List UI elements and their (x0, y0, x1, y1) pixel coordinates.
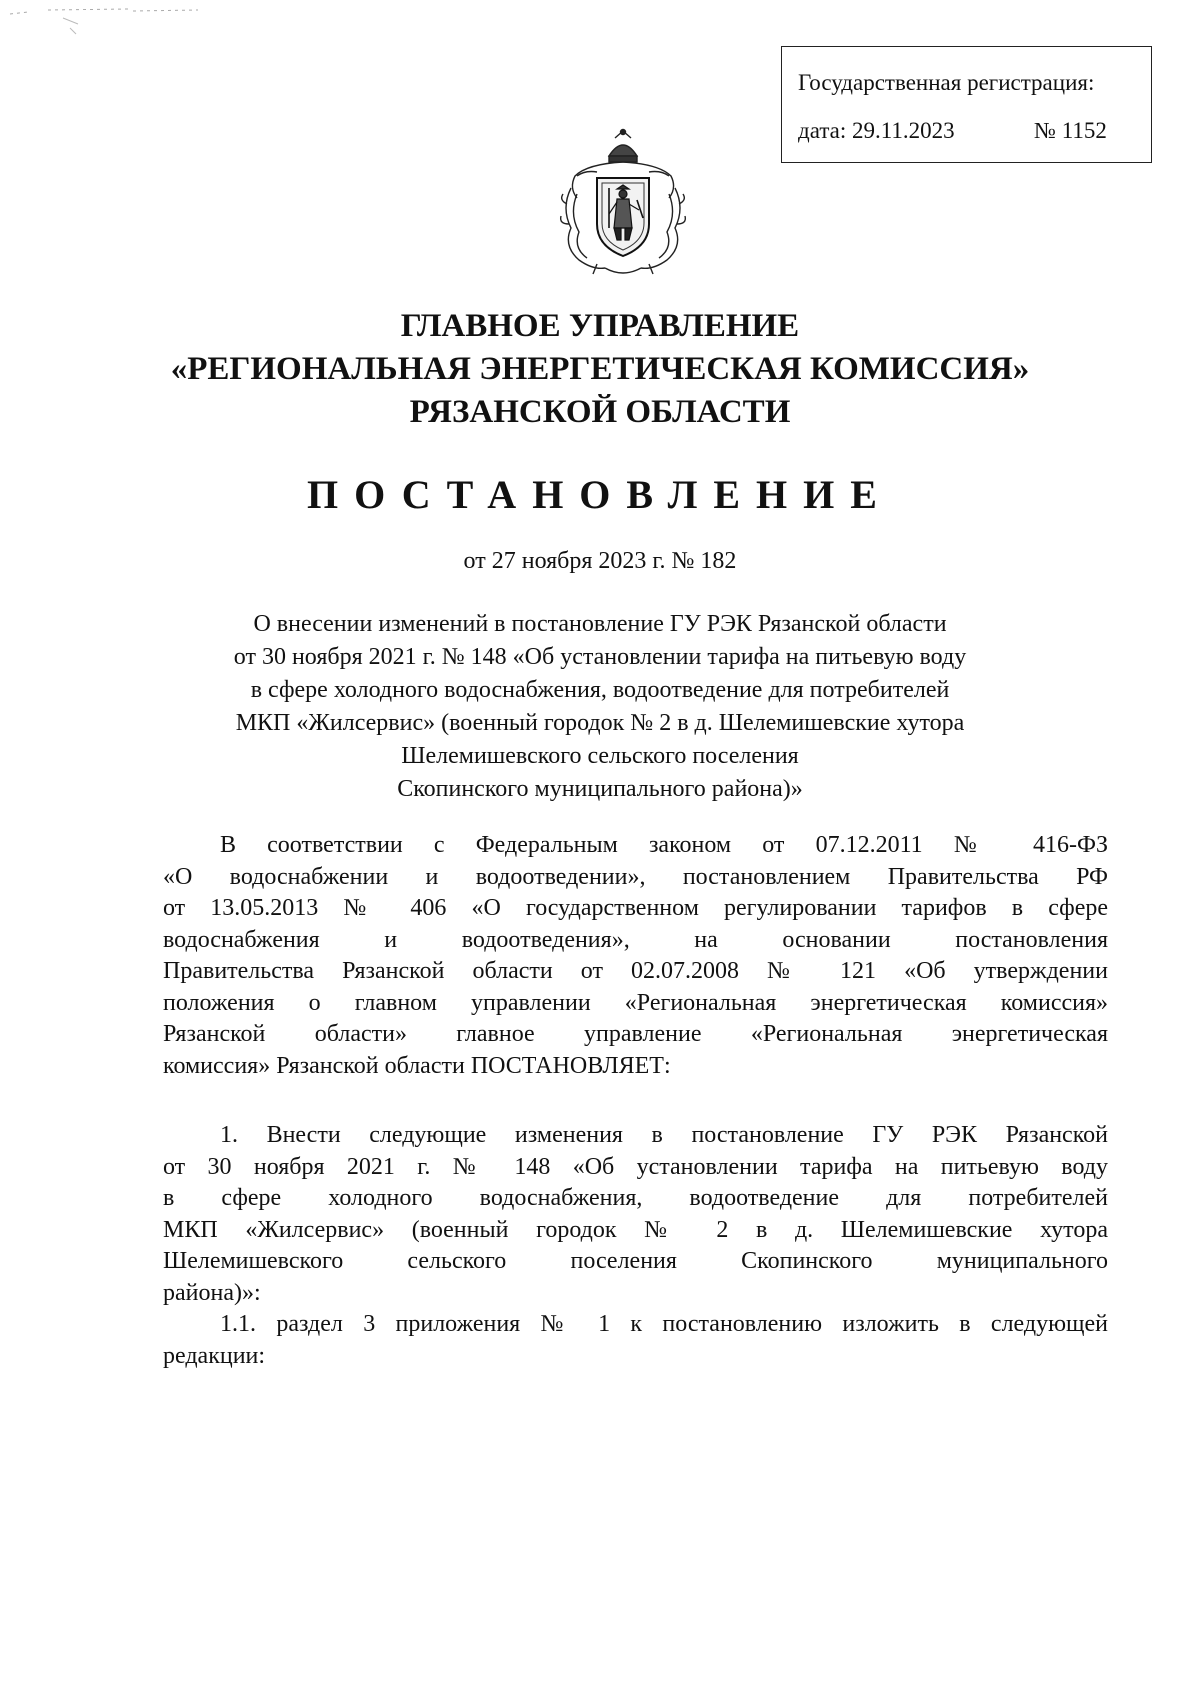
document-subject (100, 608, 1100, 806)
item-1-line: от 30 ноября 2021 г. № 148 «Об установлении тарифа на питьевую воду (163, 1153, 1108, 1180)
preamble-line: В соответствии с Федеральным законом от 07.12.2011 № 416-ФЗ (220, 832, 1108, 858)
item-1-line: 1. Внести следующие изменения в постановление ГУ РЭК Рязанской (220, 1122, 1108, 1148)
preamble-line: положения о главном управлении «Региональная энергетическая комиссия» (163, 989, 1108, 1016)
ryazan-coat-of-arms-emblem (557, 128, 689, 278)
item-1-line: в сфере холодного водоснабжения, водоотведение для потребителей (163, 1185, 1108, 1211)
subject-line: Шелемишевского сельского поселения (401, 743, 799, 769)
subject-line: от 30 ноября 2021 г. № 148 «Об установлении тарифа на питьевую воду (233, 644, 967, 670)
subject-line: О внесении изменений в постановление ГУ РЭК Рязанской области (253, 611, 947, 637)
subject-line: Скопинского муниципального района)» (397, 776, 803, 802)
registration-number: № 1152 (1034, 118, 1107, 143)
item-1-1-paragraph (163, 1309, 1108, 1372)
preamble-line: водоснабжения и водоотведения», на основании постановления (163, 926, 1108, 953)
subject-line: МКП «Жилсервис» (военный городок № 2 в д. Шелемишевские хутора (235, 710, 965, 736)
preamble-line: «О водоснабжении и водоотведении», постановлением Правительства РФ (163, 863, 1108, 890)
preamble-line: Рязанской области» главное управление «Региональная энергетическая (163, 1021, 1108, 1047)
registration-stamp (781, 46, 1152, 163)
preamble-line: от 13.05.2013 № 406 «О государственном регулировании тарифов в сфере (163, 895, 1108, 921)
item-1-1-line: 1.1. раздел 3 приложения № 1 к постановлению изложить в следующей (220, 1311, 1108, 1337)
item-1-line: Шелемишевского сельского поселения Скопинского муниципального (163, 1248, 1108, 1274)
registration-date: дата: 29.11.2023 (798, 118, 955, 143)
item-1-1-line: редакции: (163, 1342, 266, 1369)
org-title-line-1: ГЛАВНОЕ УПРАВЛЕНИЕ (400, 308, 800, 344)
preamble-paragraph (163, 830, 1108, 1082)
item-1-line: МКП «Жилсервис» (военный городок № 2 в д. Шелемишевские хутора (163, 1216, 1108, 1243)
subject-line: в сфере холодного водоснабжения, водоотведение для потребителей (250, 677, 950, 703)
scan-artifact (8, 6, 208, 36)
preamble-line: Правительства Рязанской области от 02.07.2008 № 121 «Об утверждении (163, 958, 1108, 984)
document-type-title: ПОСТАНОВЛЕНИЕ (307, 472, 893, 517)
item-1-paragraph (163, 1120, 1108, 1309)
preamble-line: комиссия» Рязанской области ПОСТАНОВЛЯЕТ: (163, 1052, 671, 1079)
registration-title: Государственная регистрация: (798, 70, 1095, 95)
org-title-line-2: «РЕГИОНАЛЬНАЯ ЭНЕРГЕТИЧЕСКАЯ КОМИССИЯ» (170, 351, 1030, 387)
org-title-line-3: РЯЗАНСКОЙ ОБЛАСТИ (409, 394, 791, 430)
item-1-line: района)»: (163, 1279, 261, 1306)
document-date-number: от 27 ноября 2023 г. № 182 (463, 548, 737, 574)
